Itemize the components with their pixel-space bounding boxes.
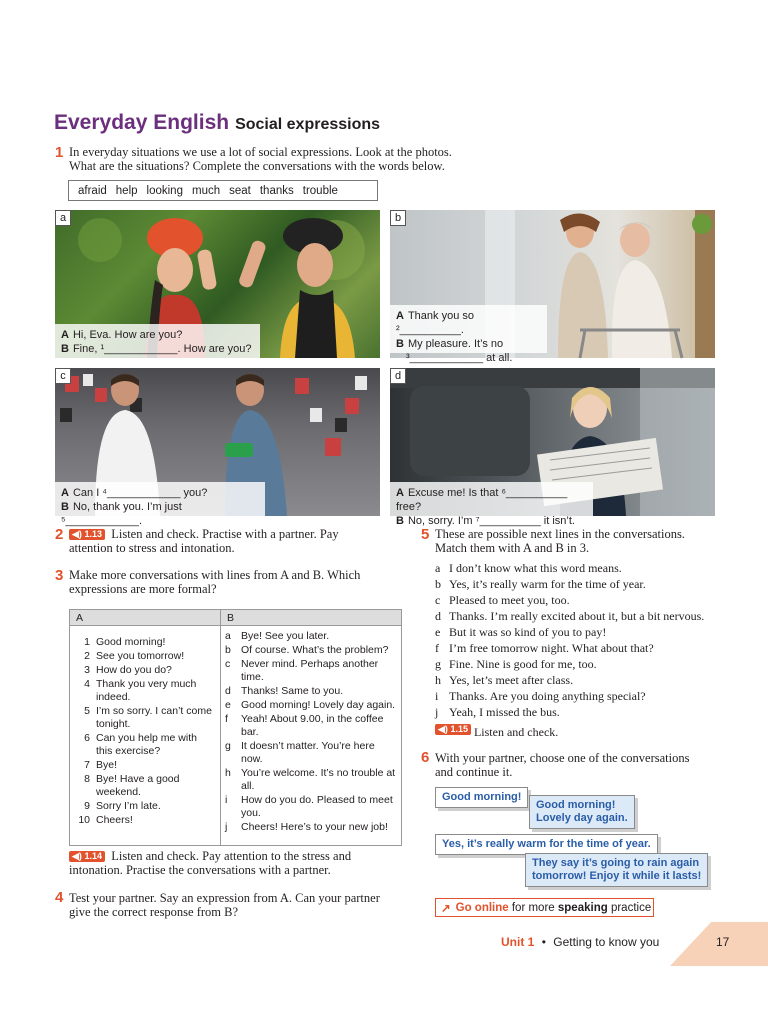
link-label: Go online <box>455 901 509 914</box>
item-letter: b <box>435 577 441 591</box>
speaker-label: B <box>396 338 404 350</box>
dialogue-line: No, thank you. I’m just ⁵____________. <box>61 501 182 527</box>
column-a-header: A <box>70 610 221 626</box>
item-text: Yes, let’s meet after class. <box>449 673 574 687</box>
section-subtitle: Social expressions <box>235 116 381 133</box>
item-letter: f <box>225 713 228 725</box>
column-a-cell <box>70 626 221 846</box>
item-letter: d <box>225 685 231 697</box>
item-text: Of course. What’s the problem? <box>241 644 389 656</box>
list-item <box>225 713 397 739</box>
item-text: Bye! See you later. <box>241 630 330 642</box>
external-link-icon: ↗ <box>441 902 451 915</box>
speech-bubble <box>435 787 528 808</box>
exercise-number-3: 3 <box>55 567 64 584</box>
exercise-1-instruction <box>69 145 452 173</box>
item-text: Cheers! <box>96 814 133 826</box>
list-item <box>74 800 216 813</box>
speaker-label: A <box>61 487 69 499</box>
item-number: 3 <box>84 664 90 676</box>
item-text: Thanks. I’m really excited about it, but a bit nervous. <box>449 609 705 623</box>
speech-bubble <box>435 834 658 855</box>
word-item: seat <box>229 184 251 197</box>
list-item <box>74 636 216 649</box>
dialogue-line: ³____________ at all. <box>406 352 513 364</box>
item-letter: h <box>225 767 231 779</box>
list-item <box>435 592 704 608</box>
page-title <box>54 111 380 135</box>
exercise-number-6: 6 <box>421 749 430 766</box>
word-box <box>68 180 378 201</box>
item-letter: a <box>435 561 441 575</box>
speech-bubble <box>525 853 708 887</box>
instruction-line: expressions are more formal? <box>69 582 217 596</box>
item-text: Yes, it’s really warm for the time of year. <box>449 577 646 591</box>
speaker-label: B <box>396 515 404 527</box>
audio-track-badge[interactable] <box>69 851 105 862</box>
list-item <box>225 630 397 643</box>
list-item <box>225 821 397 834</box>
dialogue-line: Excuse me! Is that ⁶__________ free? <box>396 487 568 513</box>
list-item <box>225 699 397 712</box>
audio-track-badge[interactable] <box>435 724 471 735</box>
item-letter: c <box>435 593 441 607</box>
item-number: 10 <box>78 814 90 826</box>
item-text: I don’t know what this word means. <box>449 561 622 575</box>
item-number: 1 <box>84 636 90 648</box>
photo-b-caption <box>390 305 547 364</box>
item-number: 9 <box>84 800 90 812</box>
item-letter: g <box>435 657 441 671</box>
instruction-line: These are possible next lines in the conversations. <box>435 527 685 541</box>
item-number: 7 <box>84 759 90 771</box>
item-letter: a <box>225 630 231 642</box>
item-text: Thanks! Same to you. <box>241 685 344 697</box>
photo-d <box>390 368 715 527</box>
item-text: See you tomorrow! <box>96 650 185 662</box>
item-text: I’m free tomorrow night. What about that? <box>449 641 654 655</box>
column-b-cell <box>221 626 402 846</box>
link-text: for more <box>508 901 558 914</box>
section-title: Everyday English <box>54 111 230 134</box>
item-letter: d <box>435 609 441 623</box>
exercise-3-audio-instruction <box>69 849 351 877</box>
photo-a <box>55 210 380 358</box>
list-item <box>435 576 704 592</box>
item-text: How do you do? <box>96 664 172 676</box>
item-text: Never mind. Perhaps another time. <box>241 658 379 683</box>
go-online-link[interactable] <box>435 898 654 917</box>
list-item <box>435 656 704 672</box>
word-item: help <box>115 184 138 197</box>
list-item <box>435 624 704 640</box>
instruction-line: attention to stress and intonation. <box>69 541 235 555</box>
photo-c-caption <box>55 482 265 527</box>
dialogue-line: Can I ⁴____________ you? <box>72 487 208 499</box>
bubble-text: Lovely day again. <box>536 812 628 824</box>
item-text: But it was so kind of you to pay! <box>449 625 607 639</box>
speech-bubble <box>529 795 635 829</box>
item-text: Fine. Nine is good for me, too. <box>449 657 597 671</box>
link-text-bold: speaking <box>557 901 608 914</box>
instruction-line: Match them with A and B in 3. <box>435 541 590 555</box>
item-letter: e <box>435 625 441 639</box>
list-item <box>74 664 216 677</box>
item-letter: h <box>435 673 441 687</box>
item-text: Thanks. Are you doing anything special? <box>449 689 646 703</box>
bubble-text: tomorrow! Enjoy it while it lasts! <box>532 870 702 882</box>
word-item: afraid <box>78 184 107 197</box>
exercise-5-audio <box>435 724 704 740</box>
audio-icon: ◀) <box>72 851 82 861</box>
item-text: Bye! <box>96 759 118 771</box>
instruction-line: Listen and check. Practise with a partner. Pay <box>111 527 339 541</box>
link-text: practice <box>607 901 652 914</box>
item-text: I’m so sorry. I can’t come tonight. <box>96 705 212 730</box>
list-item <box>225 685 397 698</box>
item-text: You’re welcome. It’s no trouble at all. <box>241 767 396 792</box>
word-item: looking <box>146 184 183 197</box>
item-text: Bye! Have a good weekend. <box>96 773 180 798</box>
photo-b <box>390 210 715 364</box>
list-item <box>435 688 704 704</box>
instruction-line: give the correct response from B? <box>69 905 239 919</box>
dialogue-line: No, sorry. I’m ⁷__________ it isn’t. <box>407 515 575 527</box>
exercise-6-instruction <box>435 751 689 779</box>
list-item <box>74 705 216 731</box>
instruction-line: In everyday situations we use a lot of social expressions. Look at the photos. <box>69 145 452 159</box>
instruction-line: Listen and check. <box>473 725 559 739</box>
exercise-number-5: 5 <box>421 526 430 543</box>
list-item <box>435 640 704 656</box>
photo-c <box>55 368 380 527</box>
item-letter: j <box>225 821 228 833</box>
item-text: Yeah, I missed the bus. <box>449 705 560 719</box>
list-item <box>225 658 397 684</box>
photo-a-label: a <box>55 210 71 226</box>
item-text: Cheers! Here’s to your new job! <box>241 821 388 833</box>
exercise-3-instruction <box>69 568 360 596</box>
word-item: much <box>191 184 221 197</box>
list-item <box>225 740 397 766</box>
list-item <box>74 759 216 772</box>
list-item <box>74 773 216 799</box>
item-number: 5 <box>84 705 90 717</box>
dialogue-line: Fine, ¹____________. How are you? <box>72 343 252 355</box>
item-text: It doesn’t matter. You’re here now. <box>241 740 375 765</box>
item-letter: g <box>225 740 231 752</box>
exercise-number-2: 2 <box>55 526 64 543</box>
dialogue-line: My pleasure. It’s no <box>407 338 504 350</box>
column-b-header: B <box>221 610 402 626</box>
list-item <box>435 704 704 720</box>
instruction-line: and continue it. <box>435 765 513 779</box>
exercise-4-instruction <box>69 891 380 919</box>
word-item: trouble <box>302 184 338 197</box>
item-text: Can you help me with this exercise? <box>96 732 197 757</box>
list-item <box>74 678 216 704</box>
footer-separator: • <box>541 935 546 949</box>
instruction-line: With your partner, choose one of the conversations <box>435 751 690 765</box>
item-letter: f <box>435 641 439 655</box>
item-number: 2 <box>84 650 90 662</box>
instruction-line: What are the situations? Complete the conversations with the words below. <box>69 159 445 173</box>
exercise-number-4: 4 <box>55 889 64 906</box>
item-letter: b <box>225 644 231 656</box>
list-item <box>435 560 704 576</box>
list-item <box>435 672 704 688</box>
photo-d-caption <box>390 482 593 527</box>
dialogue-line: Hi, Eva. How are you? <box>72 329 183 341</box>
exercise-5-instruction <box>435 527 685 555</box>
page-footer <box>501 935 659 949</box>
list-item <box>74 814 216 827</box>
item-letter: e <box>225 699 231 711</box>
photo-a-caption <box>55 324 260 358</box>
expressions-table <box>69 609 402 846</box>
audio-track-number: 1.14 <box>84 851 102 861</box>
audio-icon: ◀) <box>438 724 448 734</box>
item-number: 6 <box>84 732 90 744</box>
audio-track-badge[interactable] <box>69 529 105 540</box>
audio-icon: ◀) <box>72 529 82 539</box>
bubble-text: Good morning! <box>536 799 616 811</box>
bubble-text: Good morning! <box>442 791 522 803</box>
audio-track-number: 1.15 <box>450 724 468 734</box>
speaker-label: A <box>61 329 69 341</box>
instruction-line: Make more conversations with lines from A and B. Which <box>69 568 361 582</box>
audio-track-number: 1.13 <box>84 529 102 539</box>
item-letter: j <box>435 705 439 719</box>
item-letter: i <box>435 689 439 703</box>
bubble-text: Yes, it’s really warm for the time of year. <box>442 838 651 850</box>
speaker-label: A <box>396 487 404 499</box>
list-item <box>225 644 397 657</box>
list-item <box>225 794 397 820</box>
instruction-line: Listen and check. Pay attention to the stress and <box>111 849 352 863</box>
exercise-2-instruction <box>69 527 339 555</box>
item-text: Thank you very much indeed. <box>96 678 197 703</box>
list-item <box>225 767 397 793</box>
photo-d-label: d <box>390 368 406 384</box>
speaker-label: B <box>61 501 69 513</box>
item-number: 4 <box>84 678 90 690</box>
page-number: 17 <box>716 935 730 949</box>
list-item <box>435 608 704 624</box>
speaker-label: B <box>61 343 69 355</box>
item-text: Yeah! About 9.00, in the coffee bar. <box>241 713 384 738</box>
unit-label: Unit 1 <box>501 935 535 949</box>
photo-c-label: c <box>55 368 71 384</box>
item-letter: c <box>225 658 231 670</box>
list-item <box>74 732 216 758</box>
unit-title: Getting to know you <box>553 935 660 949</box>
item-text: Good morning! Lovely day again. <box>241 699 396 711</box>
item-letter: i <box>225 794 228 806</box>
item-number: 8 <box>84 773 90 785</box>
match-list <box>435 560 704 740</box>
item-text: Pleased to meet you, too. <box>449 593 570 607</box>
word-item: thanks <box>259 184 294 197</box>
exercise-number-1: 1 <box>55 144 64 161</box>
photo-b-label: b <box>390 210 406 226</box>
instruction-line: Test your partner. Say an expression from A. Can your partner <box>69 891 380 905</box>
dialogue-line: Thank you so ²__________. <box>396 310 474 336</box>
speaker-label: A <box>396 310 404 322</box>
instruction-line: intonation. Practise the conversations with a partner. <box>69 863 331 877</box>
item-text: Good morning! <box>96 636 166 648</box>
item-text: How do you do. Pleased to meet you. <box>241 794 393 819</box>
bubble-text: They say it’s going to rain again <box>532 857 700 869</box>
list-item <box>74 650 216 663</box>
item-text: Sorry I’m late. <box>96 800 161 812</box>
